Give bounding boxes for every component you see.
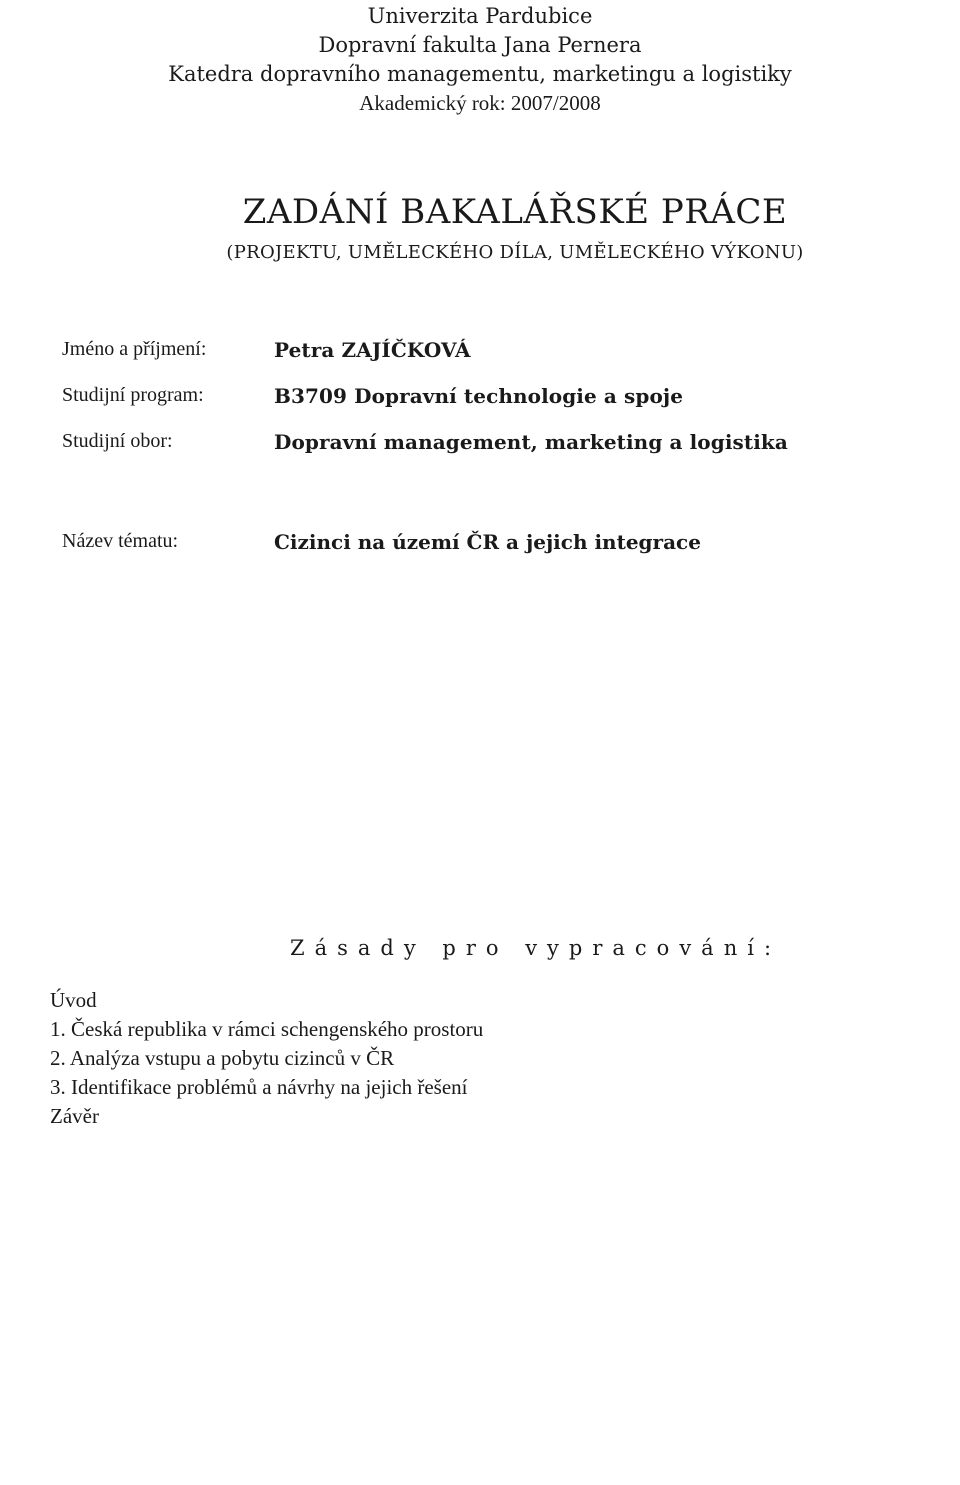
field-branch-value: Dopravní management, marketing a logistika (274, 430, 788, 454)
field-program-value: B3709 Dopravní technologie a spoje (274, 384, 684, 408)
field-topic-label: Název tématu: (62, 530, 179, 552)
field-name-label: Jméno a příjmení: (62, 338, 207, 360)
field-name (62, 338, 922, 384)
faculty-name: Dopravní fakulta Jana Pernera (318, 33, 642, 57)
academic-year: Akademický rok: 2007/2008 (359, 91, 601, 115)
outline-item: Úvod (50, 988, 97, 1012)
field-program (62, 384, 922, 430)
outline-item: 2. Analýza vstupu a pobytu cizinců v ČR (50, 1046, 395, 1070)
field-branch (62, 430, 922, 476)
outline-item: 1. Česká republika v rámci schengenského prostoru (50, 1017, 484, 1041)
field-branch-label: Studijní obor: (62, 430, 173, 452)
student-fields (62, 338, 922, 476)
principles-heading: Zásady pro vypracování: (290, 936, 782, 960)
document-title: ZADÁNÍ BAKALÁŘSKÉ PRÁCE (242, 192, 788, 232)
field-topic (62, 530, 922, 570)
field-name-value: Petra ZAJÍČKOVÁ (274, 338, 471, 362)
university-name: Univerzita Pardubice (367, 4, 593, 28)
document-subtitle: (PROJEKTU, UMĚLECKÉHO DÍLA, UMĚLECKÉHO VÝKONU) (226, 242, 804, 263)
outline-item: 3. Identifikace problémů a návrhy na jejich řešení (50, 1075, 468, 1099)
field-topic-value: Cizinci na území ČR a jejich integrace (274, 530, 701, 554)
outline-item: Závěr (50, 1104, 99, 1128)
document-header (0, 0, 960, 118)
field-program-label: Studijní program: (62, 384, 204, 406)
department-name: Katedra dopravního managementu, marketingu a logistiky (168, 62, 792, 86)
principles-outline (50, 986, 850, 1131)
